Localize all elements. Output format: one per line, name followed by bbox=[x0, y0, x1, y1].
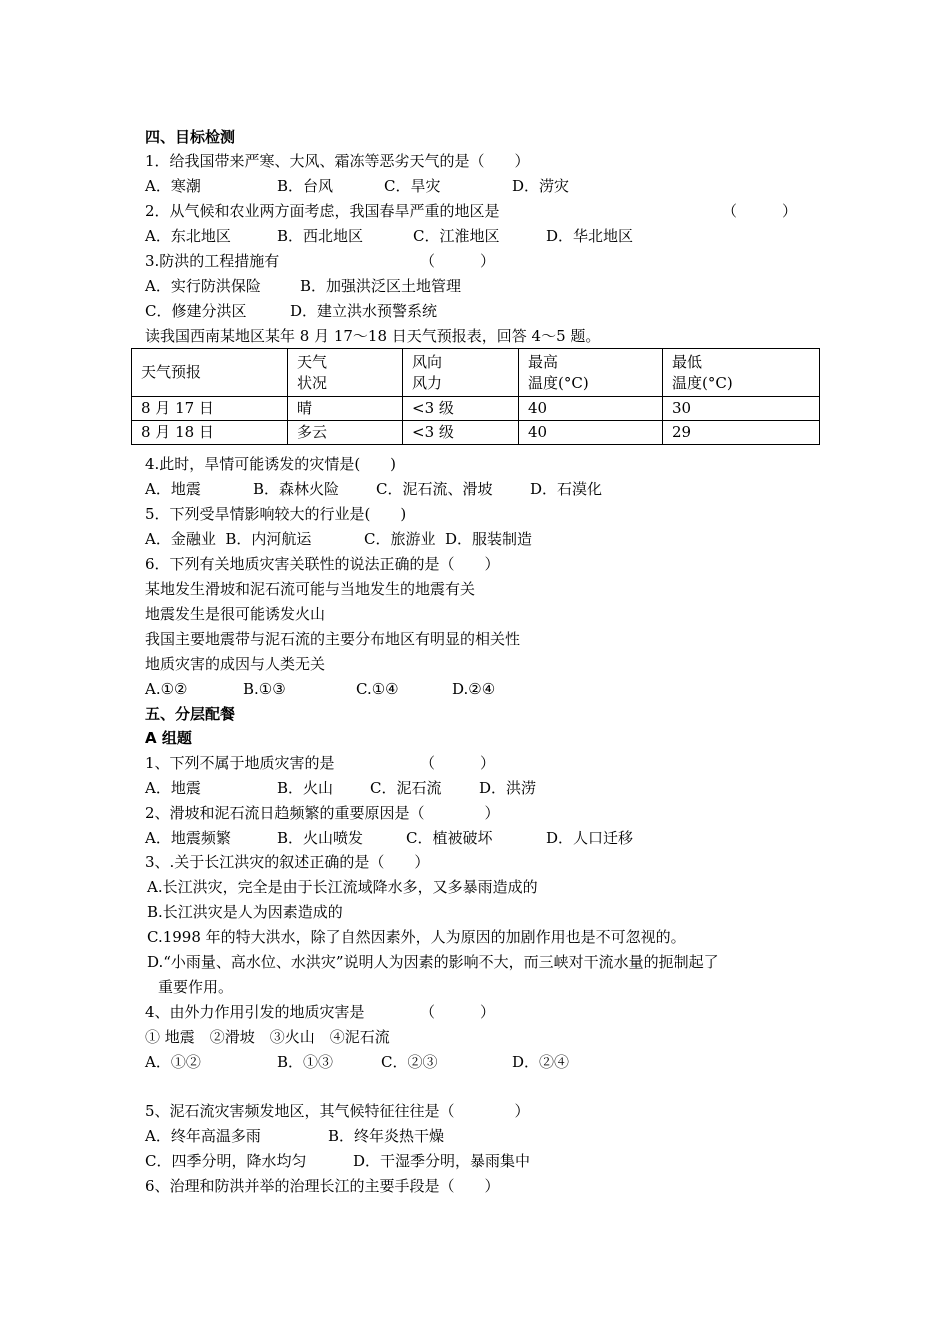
section-5-title: 五、分层配餐 bbox=[145, 705, 236, 723]
table-cell: <3 级 bbox=[403, 421, 519, 445]
q4-option-b: B．森林火险 bbox=[253, 480, 340, 498]
table-header-row bbox=[132, 349, 820, 397]
question-5: 5．下列受旱情影响较大的行业是( ) bbox=[145, 505, 407, 523]
a-q4-items: ① 地震 ②滑坡 ③火山 ④泥石流 bbox=[145, 1028, 390, 1046]
q1-option-c: C．旱灾 bbox=[384, 177, 441, 195]
q3-option-d: D．建立洪水预警系统 bbox=[290, 302, 438, 320]
q1-option-a: A．寒潮 bbox=[145, 177, 201, 195]
question-6: 6．下列有关地质灾害关联性的说法正确的是（ ） bbox=[145, 555, 500, 573]
q2-option-b: B．西北地区 bbox=[277, 227, 364, 245]
table-cell: 晴 bbox=[288, 397, 403, 421]
q5-options-cd: C．旅游业 D．服装制造 bbox=[364, 530, 533, 548]
question-4: 4.此时，旱情可能诱发的灾情是( ) bbox=[145, 455, 397, 473]
a-q4-option-a: A．①② bbox=[145, 1053, 201, 1071]
header-wind bbox=[403, 349, 519, 397]
a-q1-option-d: D．洪涝 bbox=[479, 779, 537, 797]
header-forecast: 天气预报 bbox=[132, 349, 288, 397]
table-cell: <3 级 bbox=[403, 397, 519, 421]
table-intro: 读我国西南某地区某年 8 月 17～18 日天气预报表，回答 4～5 题。 bbox=[145, 327, 601, 345]
a-q5-option-b: B．终年炎热干燥 bbox=[328, 1127, 445, 1145]
q6-option-b: B.①③ bbox=[243, 680, 286, 698]
table-cell: 多云 bbox=[288, 421, 403, 445]
a-q5-option-a: A．终年高温多雨 bbox=[145, 1127, 261, 1145]
header-max-temp bbox=[519, 349, 663, 397]
a-q3-option-d-cont: 重要作用。 bbox=[158, 978, 234, 996]
q6-statement-2: 地震发生是很可能诱发火山 bbox=[145, 605, 326, 623]
a-q1-option-c: C．泥石流 bbox=[370, 779, 442, 797]
a-q1-option-a: A．地震 bbox=[145, 779, 201, 797]
q4-option-d: D．石漠化 bbox=[530, 480, 603, 498]
table-cell: 8 月 18 日 bbox=[132, 421, 288, 445]
q6-statement-4: 地质灾害的成因与人类无关 bbox=[145, 655, 326, 673]
a-q3-option-a: A.长江洪灾，完全是由于长江流域降水多，又多暴雨造成的 bbox=[147, 878, 538, 896]
a-q2-option-c: C．植被破坏 bbox=[406, 829, 493, 847]
table-cell: 40 bbox=[519, 421, 663, 445]
a-q3-option-c: C.1998 年的特大洪水，除了自然因素外，人为原因的加剧作用也是不可忽视的。 bbox=[147, 928, 686, 946]
a-q2-option-b: B．火山喷发 bbox=[277, 829, 364, 847]
table-row bbox=[132, 397, 820, 421]
a-q3-option-d: D.“小雨量、高水位、水洪灾”说明人为因素的影响不大，而三峡对干流水量的扼制起了 bbox=[147, 953, 719, 971]
table-row bbox=[132, 421, 820, 445]
q6-statement-3: 我国主要地震带与泥石流的主要分布地区有明显的相关性 bbox=[145, 630, 521, 648]
header-max-line2: 温度(°C) bbox=[528, 373, 589, 392]
a-question-6: 6、治理和防洪并举的治理长江的主要手段是（ ） bbox=[145, 1177, 500, 1195]
q1-option-b: B．台风 bbox=[277, 177, 334, 195]
q1-option-d: D．涝灾 bbox=[512, 177, 570, 195]
a-q2-option-d: D．人口迁移 bbox=[546, 829, 634, 847]
a-q4-option-b: B．①③ bbox=[277, 1053, 334, 1071]
q6-statement-1: 某地发生滑坡和泥石流可能与当地发生的地震有关 bbox=[145, 580, 476, 598]
q3-answer-paren: （ ） bbox=[420, 252, 496, 270]
a-question-3: 3、.关于长江洪灾的叙述正确的是（ ） bbox=[145, 853, 430, 871]
a-q5-option-c: C．四季分明，降水均匀 bbox=[145, 1152, 307, 1170]
header-max-line1: 最高 bbox=[528, 352, 559, 371]
header-weather bbox=[288, 349, 403, 397]
header-min-line1: 最低 bbox=[672, 352, 703, 371]
weather-forecast-table bbox=[131, 348, 820, 445]
header-weather-line2: 状况 bbox=[297, 373, 328, 392]
q2-option-a: A．东北地区 bbox=[145, 227, 231, 245]
a-q4-answer-paren: （ ） bbox=[420, 1003, 496, 1021]
a-question-4: 4、由外力作用引发的地质灾害是 bbox=[145, 1003, 365, 1021]
q2-option-c: C．江淮地区 bbox=[413, 227, 500, 245]
table-cell: 30 bbox=[663, 397, 820, 421]
q5-options-ab: A．金融业 B．内河航运 bbox=[145, 530, 312, 548]
header-min-temp bbox=[663, 349, 820, 397]
header-wind-line2: 风力 bbox=[412, 373, 443, 392]
a-q2-option-a: A．地震频繁 bbox=[145, 829, 231, 847]
a-q4-option-d: D．②④ bbox=[512, 1053, 570, 1071]
header-weather-line1: 天气 bbox=[297, 352, 328, 371]
question-2: 2．从气候和农业两方面考虑，我国春旱严重的地区是 bbox=[145, 202, 500, 220]
q3-option-a: A．实行防洪保险 bbox=[145, 277, 261, 295]
a-q3-option-b: B.长江洪灾是人为因素造成的 bbox=[147, 903, 343, 921]
header-min-line2: 温度(°C) bbox=[672, 373, 733, 392]
a-question-2: 2、滑坡和泥石流日趋频繁的重要原因是（ ） bbox=[145, 804, 500, 822]
group-a-heading: A 组题 bbox=[145, 729, 192, 747]
q4-option-a: A．地震 bbox=[145, 480, 201, 498]
q3-option-c: C．修建分洪区 bbox=[145, 302, 247, 320]
q4-option-c: C．泥石流、滑坡 bbox=[376, 480, 493, 498]
table-cell: 40 bbox=[519, 397, 663, 421]
a-question-5: 5、泥石流灾害频发地区，其气候特征往往是（ ） bbox=[145, 1102, 530, 1120]
a-q5-option-d: D．干湿季分明，暴雨集中 bbox=[353, 1152, 531, 1170]
q2-option-d: D．华北地区 bbox=[546, 227, 634, 245]
q2-answer-paren: （ ） bbox=[722, 202, 798, 220]
question-3: 3.防洪的工程措施有 bbox=[145, 252, 280, 270]
a-q1-option-b: B．火山 bbox=[277, 779, 334, 797]
a-q1-answer-paren: （ ） bbox=[420, 754, 496, 772]
q3-option-b: B．加强洪泛区土地管理 bbox=[300, 277, 462, 295]
q6-option-c: C.①④ bbox=[356, 680, 399, 698]
a-q4-option-c: C．②③ bbox=[381, 1053, 438, 1071]
a-question-1: 1、下列不属于地质灾害的是 bbox=[145, 754, 335, 772]
section-4-title: 四、目标检测 bbox=[145, 128, 236, 146]
q6-option-a: A.①② bbox=[145, 680, 188, 698]
header-wind-line1: 风向 bbox=[412, 352, 443, 371]
table-cell: 8 月 17 日 bbox=[132, 397, 288, 421]
question-1: 1．给我国带来严寒、大风、霜冻等恶劣天气的是（ ） bbox=[145, 152, 530, 170]
q6-option-d: D.②④ bbox=[452, 680, 496, 698]
table-cell: 29 bbox=[663, 421, 820, 445]
